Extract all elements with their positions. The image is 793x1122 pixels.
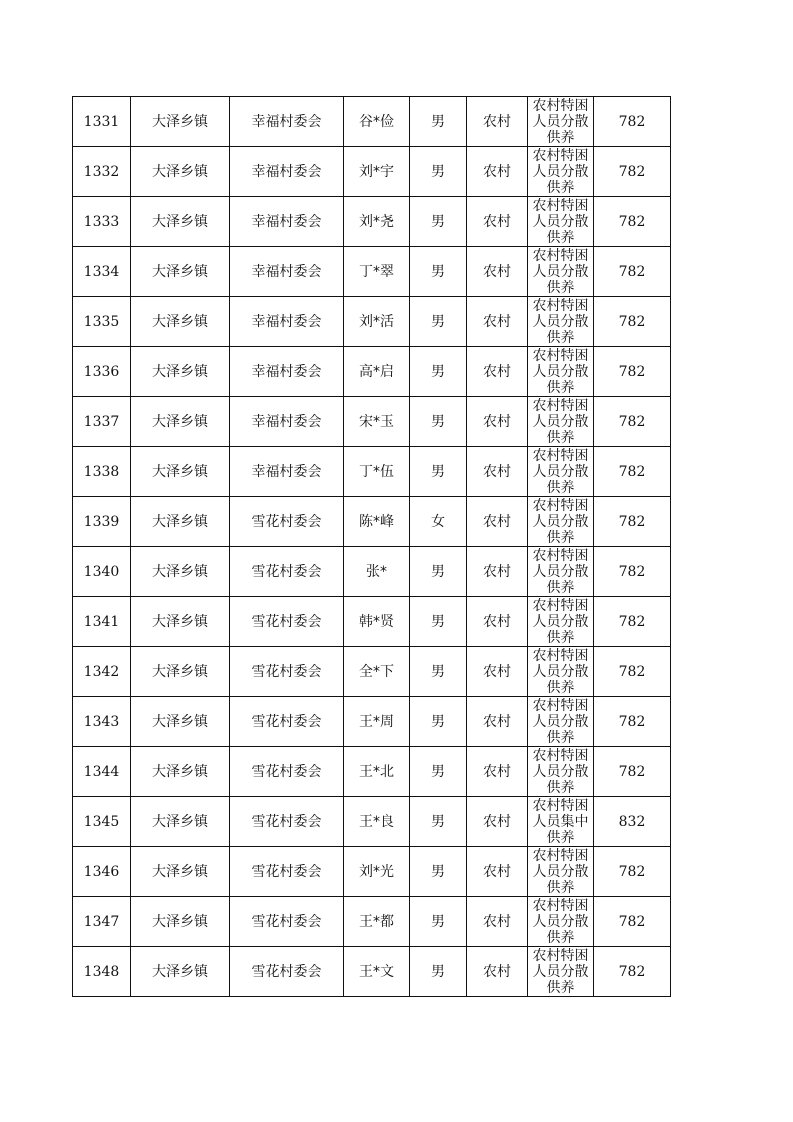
village-cell: 雪花村委会 — [230, 597, 344, 647]
support-category-cell — [528, 847, 594, 897]
support-category-text: 农村特困人员分散供养 — [532, 598, 589, 645]
support-category-cell — [528, 497, 594, 547]
amount-cell: 782 — [594, 947, 671, 997]
town-cell: 大泽乡镇 — [131, 847, 230, 897]
table-row — [73, 297, 671, 347]
gender-cell: 男 — [410, 547, 467, 597]
person-name-cell: 刘*活 — [344, 297, 410, 347]
serial-number-cell: 1344 — [73, 747, 131, 797]
gender-cell: 男 — [410, 797, 467, 847]
person-name-cell: 王*文 — [344, 947, 410, 997]
support-category-text: 农村特困人员集中供养 — [532, 798, 589, 845]
amount-cell: 782 — [594, 447, 671, 497]
person-name-cell: 韩*贤 — [344, 597, 410, 647]
table-row — [73, 497, 671, 547]
person-name-cell: 王*周 — [344, 697, 410, 747]
support-category-cell — [528, 397, 594, 447]
village-cell: 雪花村委会 — [230, 897, 344, 947]
support-category-text: 农村特困人员分散供养 — [532, 548, 589, 595]
support-category-cell — [528, 447, 594, 497]
person-name-cell: 丁*伍 — [344, 447, 410, 497]
support-category-text: 农村特困人员分散供养 — [532, 98, 589, 145]
table-body — [73, 97, 671, 997]
gender-cell: 男 — [410, 197, 467, 247]
town-cell: 大泽乡镇 — [131, 747, 230, 797]
serial-number-cell: 1342 — [73, 647, 131, 697]
table-row — [73, 747, 671, 797]
support-category-cell — [528, 897, 594, 947]
amount-cell: 782 — [594, 147, 671, 197]
town-cell: 大泽乡镇 — [131, 947, 230, 997]
support-category-text: 农村特困人员分散供养 — [532, 698, 589, 745]
village-cell: 幸福村委会 — [230, 147, 344, 197]
support-category-text: 农村特困人员分散供养 — [532, 648, 589, 695]
amount-cell: 782 — [594, 347, 671, 397]
amount-cell: 782 — [594, 647, 671, 697]
town-cell: 大泽乡镇 — [131, 647, 230, 697]
support-category-text: 农村特困人员分散供养 — [532, 398, 589, 445]
person-name-cell: 宋*玉 — [344, 397, 410, 447]
table-row — [73, 247, 671, 297]
gender-cell: 男 — [410, 297, 467, 347]
person-name-cell: 刘*光 — [344, 847, 410, 897]
serial-number-cell: 1343 — [73, 697, 131, 747]
amount-cell: 782 — [594, 197, 671, 247]
gender-cell: 男 — [410, 647, 467, 697]
village-cell: 雪花村委会 — [230, 497, 344, 547]
household-type-cell: 农村 — [467, 347, 528, 397]
household-type-cell: 农村 — [467, 497, 528, 547]
table-row — [73, 97, 671, 147]
support-category-text: 农村特困人员分散供养 — [532, 448, 589, 495]
town-cell: 大泽乡镇 — [131, 447, 230, 497]
household-type-cell: 农村 — [467, 447, 528, 497]
household-type-cell: 农村 — [467, 747, 528, 797]
serial-number-cell: 1347 — [73, 897, 131, 947]
gender-cell: 男 — [410, 597, 467, 647]
village-cell: 幸福村委会 — [230, 347, 344, 397]
table-row — [73, 197, 671, 247]
town-cell: 大泽乡镇 — [131, 297, 230, 347]
household-type-cell: 农村 — [467, 947, 528, 997]
amount-cell: 782 — [594, 547, 671, 597]
support-category-cell — [528, 147, 594, 197]
household-type-cell: 农村 — [467, 397, 528, 447]
serial-number-cell: 1345 — [73, 797, 131, 847]
support-category-cell — [528, 597, 594, 647]
town-cell: 大泽乡镇 — [131, 347, 230, 397]
support-category-text: 农村特困人员分散供养 — [532, 898, 589, 945]
support-category-cell — [528, 547, 594, 597]
support-category-cell — [528, 247, 594, 297]
village-cell: 雪花村委会 — [230, 547, 344, 597]
amount-cell: 782 — [594, 897, 671, 947]
town-cell: 大泽乡镇 — [131, 697, 230, 747]
support-category-text: 农村特困人员分散供养 — [532, 198, 589, 245]
village-cell: 幸福村委会 — [230, 447, 344, 497]
village-cell: 幸福村委会 — [230, 297, 344, 347]
person-name-cell: 张* — [344, 547, 410, 597]
table-row — [73, 147, 671, 197]
gender-cell: 女 — [410, 497, 467, 547]
gender-cell: 男 — [410, 397, 467, 447]
town-cell: 大泽乡镇 — [131, 197, 230, 247]
village-cell: 幸福村委会 — [230, 397, 344, 447]
person-name-cell: 谷*俭 — [344, 97, 410, 147]
town-cell: 大泽乡镇 — [131, 147, 230, 197]
serial-number-cell: 1337 — [73, 397, 131, 447]
support-category-text: 农村特困人员分散供养 — [532, 348, 589, 395]
gender-cell: 男 — [410, 247, 467, 297]
serial-number-cell: 1332 — [73, 147, 131, 197]
data-table — [72, 96, 671, 997]
amount-cell: 832 — [594, 797, 671, 847]
table-row — [73, 847, 671, 897]
gender-cell: 男 — [410, 97, 467, 147]
amount-cell: 782 — [594, 97, 671, 147]
town-cell: 大泽乡镇 — [131, 597, 230, 647]
serial-number-cell: 1334 — [73, 247, 131, 297]
table-row — [73, 897, 671, 947]
household-type-cell: 农村 — [467, 197, 528, 247]
table-row — [73, 797, 671, 847]
support-category-text: 农村特困人员分散供养 — [532, 498, 589, 545]
table-row — [73, 397, 671, 447]
support-category-text: 农村特困人员分散供养 — [532, 948, 589, 995]
gender-cell: 男 — [410, 847, 467, 897]
gender-cell: 男 — [410, 147, 467, 197]
village-cell: 雪花村委会 — [230, 947, 344, 997]
serial-number-cell: 1341 — [73, 597, 131, 647]
support-category-text: 农村特困人员分散供养 — [532, 848, 589, 895]
town-cell: 大泽乡镇 — [131, 547, 230, 597]
table-row — [73, 597, 671, 647]
town-cell: 大泽乡镇 — [131, 497, 230, 547]
household-type-cell: 农村 — [467, 297, 528, 347]
household-type-cell: 农村 — [467, 847, 528, 897]
serial-number-cell: 1348 — [73, 947, 131, 997]
household-type-cell: 农村 — [467, 897, 528, 947]
village-cell: 雪花村委会 — [230, 697, 344, 747]
amount-cell: 782 — [594, 847, 671, 897]
serial-number-cell: 1340 — [73, 547, 131, 597]
table-row — [73, 947, 671, 997]
person-name-cell: 刘*宇 — [344, 147, 410, 197]
person-name-cell: 王*都 — [344, 897, 410, 947]
support-category-text: 农村特困人员分散供养 — [532, 148, 589, 195]
amount-cell: 782 — [594, 597, 671, 647]
support-category-cell — [528, 797, 594, 847]
village-cell: 雪花村委会 — [230, 747, 344, 797]
town-cell: 大泽乡镇 — [131, 397, 230, 447]
serial-number-cell: 1331 — [73, 97, 131, 147]
table-row — [73, 447, 671, 497]
serial-number-cell: 1335 — [73, 297, 131, 347]
support-category-cell — [528, 347, 594, 397]
household-type-cell: 农村 — [467, 147, 528, 197]
village-cell: 幸福村委会 — [230, 247, 344, 297]
support-category-text: 农村特困人员分散供养 — [532, 248, 589, 295]
support-category-cell — [528, 197, 594, 247]
gender-cell: 男 — [410, 697, 467, 747]
village-cell: 幸福村委会 — [230, 197, 344, 247]
gender-cell: 男 — [410, 897, 467, 947]
serial-number-cell: 1338 — [73, 447, 131, 497]
support-category-cell — [528, 647, 594, 697]
town-cell: 大泽乡镇 — [131, 797, 230, 847]
support-category-cell — [528, 947, 594, 997]
household-type-cell: 农村 — [467, 697, 528, 747]
table-row — [73, 547, 671, 597]
gender-cell: 男 — [410, 447, 467, 497]
support-category-text: 农村特困人员分散供养 — [532, 298, 589, 345]
town-cell: 大泽乡镇 — [131, 897, 230, 947]
gender-cell: 男 — [410, 347, 467, 397]
village-cell: 雪花村委会 — [230, 847, 344, 897]
support-category-text: 农村特困人员分散供养 — [532, 748, 589, 795]
amount-cell: 782 — [594, 397, 671, 447]
serial-number-cell: 1346 — [73, 847, 131, 897]
person-name-cell: 刘*尧 — [344, 197, 410, 247]
household-type-cell: 农村 — [467, 647, 528, 697]
amount-cell: 782 — [594, 497, 671, 547]
amount-cell: 782 — [594, 297, 671, 347]
support-category-cell — [528, 697, 594, 747]
person-name-cell: 高*启 — [344, 347, 410, 397]
person-name-cell: 王*北 — [344, 747, 410, 797]
serial-number-cell: 1336 — [73, 347, 131, 397]
amount-cell: 782 — [594, 747, 671, 797]
table-row — [73, 347, 671, 397]
table-row — [73, 697, 671, 747]
gender-cell: 男 — [410, 747, 467, 797]
amount-cell: 782 — [594, 247, 671, 297]
person-name-cell: 全*下 — [344, 647, 410, 697]
serial-number-cell: 1333 — [73, 197, 131, 247]
village-cell: 雪花村委会 — [230, 797, 344, 847]
person-name-cell: 王*良 — [344, 797, 410, 847]
town-cell: 大泽乡镇 — [131, 247, 230, 297]
table-row — [73, 647, 671, 697]
person-name-cell: 丁*翠 — [344, 247, 410, 297]
support-category-cell — [528, 297, 594, 347]
household-type-cell: 农村 — [467, 797, 528, 847]
household-type-cell: 农村 — [467, 547, 528, 597]
support-category-cell — [528, 747, 594, 797]
household-type-cell: 农村 — [467, 597, 528, 647]
town-cell: 大泽乡镇 — [131, 97, 230, 147]
household-type-cell: 农村 — [467, 97, 528, 147]
village-cell: 幸福村委会 — [230, 97, 344, 147]
person-name-cell: 陈*峰 — [344, 497, 410, 547]
amount-cell: 782 — [594, 697, 671, 747]
household-type-cell: 农村 — [467, 247, 528, 297]
serial-number-cell: 1339 — [73, 497, 131, 547]
village-cell: 雪花村委会 — [230, 647, 344, 697]
support-category-cell — [528, 97, 594, 147]
gender-cell: 男 — [410, 947, 467, 997]
